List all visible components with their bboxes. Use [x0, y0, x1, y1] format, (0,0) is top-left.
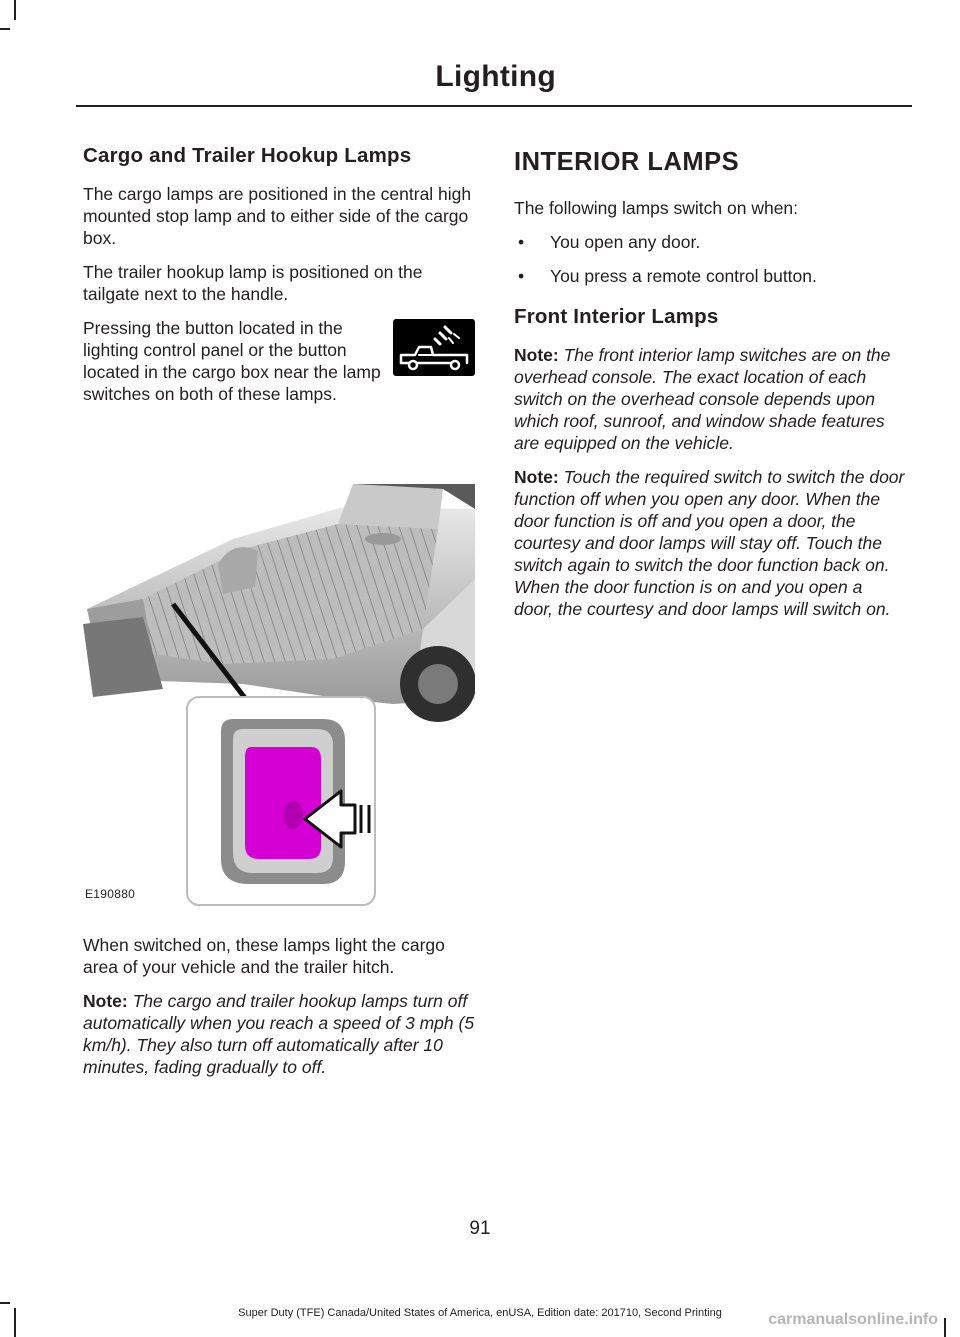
section-heading-cargo: Cargo and Trailer Hookup Lamps	[83, 144, 412, 167]
bullet-mark: •	[518, 266, 525, 286]
crop-mark	[944, 1318, 946, 1337]
footer-text: Super Duty (TFE) Canada/United States of America, enUSA, Edition date: 201710, Second Printing	[238, 1307, 722, 1319]
note	[514, 344, 906, 454]
subheading-front-interior: Front Interior Lamps	[514, 305, 719, 328]
cargo-box-figure	[83, 429, 475, 914]
header-divider	[76, 105, 912, 107]
list-item	[514, 231, 906, 253]
paragraph: When switched on, these lamps light the cargo area of your vehicle and the trailer hitch.	[83, 935, 445, 977]
paragraph: The trailer hookup lamp is positioned on the tailgate next to the handle.	[83, 262, 423, 304]
page-number: 91	[469, 1218, 491, 1239]
crop-mark	[0, 28, 10, 30]
left-column	[83, 144, 475, 1090]
truck-bed-illustration	[83, 429, 475, 914]
note-text: The front interior lamp switches are on the overhead console. The exact location of each switch on the overhead console depends upon which roof, sunroof, and window shade features are equipped on the vehicle.	[514, 345, 891, 453]
paragraph: The cargo lamps are positioned in the central high mounted stop lamp and to either side of the cargo box.	[83, 184, 472, 248]
note-label: Note:	[83, 991, 128, 1011]
note	[83, 990, 475, 1078]
bullet-mark: •	[518, 232, 525, 252]
note-label: Note:	[514, 345, 559, 365]
note	[514, 466, 906, 620]
crop-mark	[14, 0, 16, 20]
cargo-lamp-icon	[393, 319, 475, 376]
page-title: Lighting	[435, 60, 556, 93]
figure-code: E190880	[85, 887, 136, 901]
note-label: Note:	[514, 467, 559, 487]
note-text: Touch the required switch to switch the door function off when you open any door. When the door function is off and you open a door, the courtesy and door lamps will stay off. Touch the switch again to switch the door function back on. When the door function is on and you open a door, the courtesy and door lamps will switch on.	[514, 467, 905, 619]
icon-paragraph	[83, 317, 475, 417]
watermark: carmanualsonline.info	[768, 1311, 938, 1328]
crop-mark	[0, 1302, 10, 1304]
list-item	[514, 265, 906, 287]
right-column	[514, 144, 906, 632]
paragraph: Pressing the button located in the lighting control panel or the button located in the cargo box near the lamp switches on both of these lamps.	[83, 318, 381, 404]
paragraph: The following lamps switch on when:	[514, 198, 799, 218]
bullet-text: You open any door.	[550, 232, 701, 252]
bullet-text: You press a remote control button.	[550, 266, 817, 286]
switch-button	[245, 747, 321, 859]
section-heading-interior: INTERIOR LAMPS	[514, 148, 740, 176]
note-text: The cargo and trailer hookup lamps turn off automatically when you reach a speed of 3 mph (5 km/h). They also turn off automatically after 10 minutes, fading gradually to off.	[83, 991, 475, 1077]
